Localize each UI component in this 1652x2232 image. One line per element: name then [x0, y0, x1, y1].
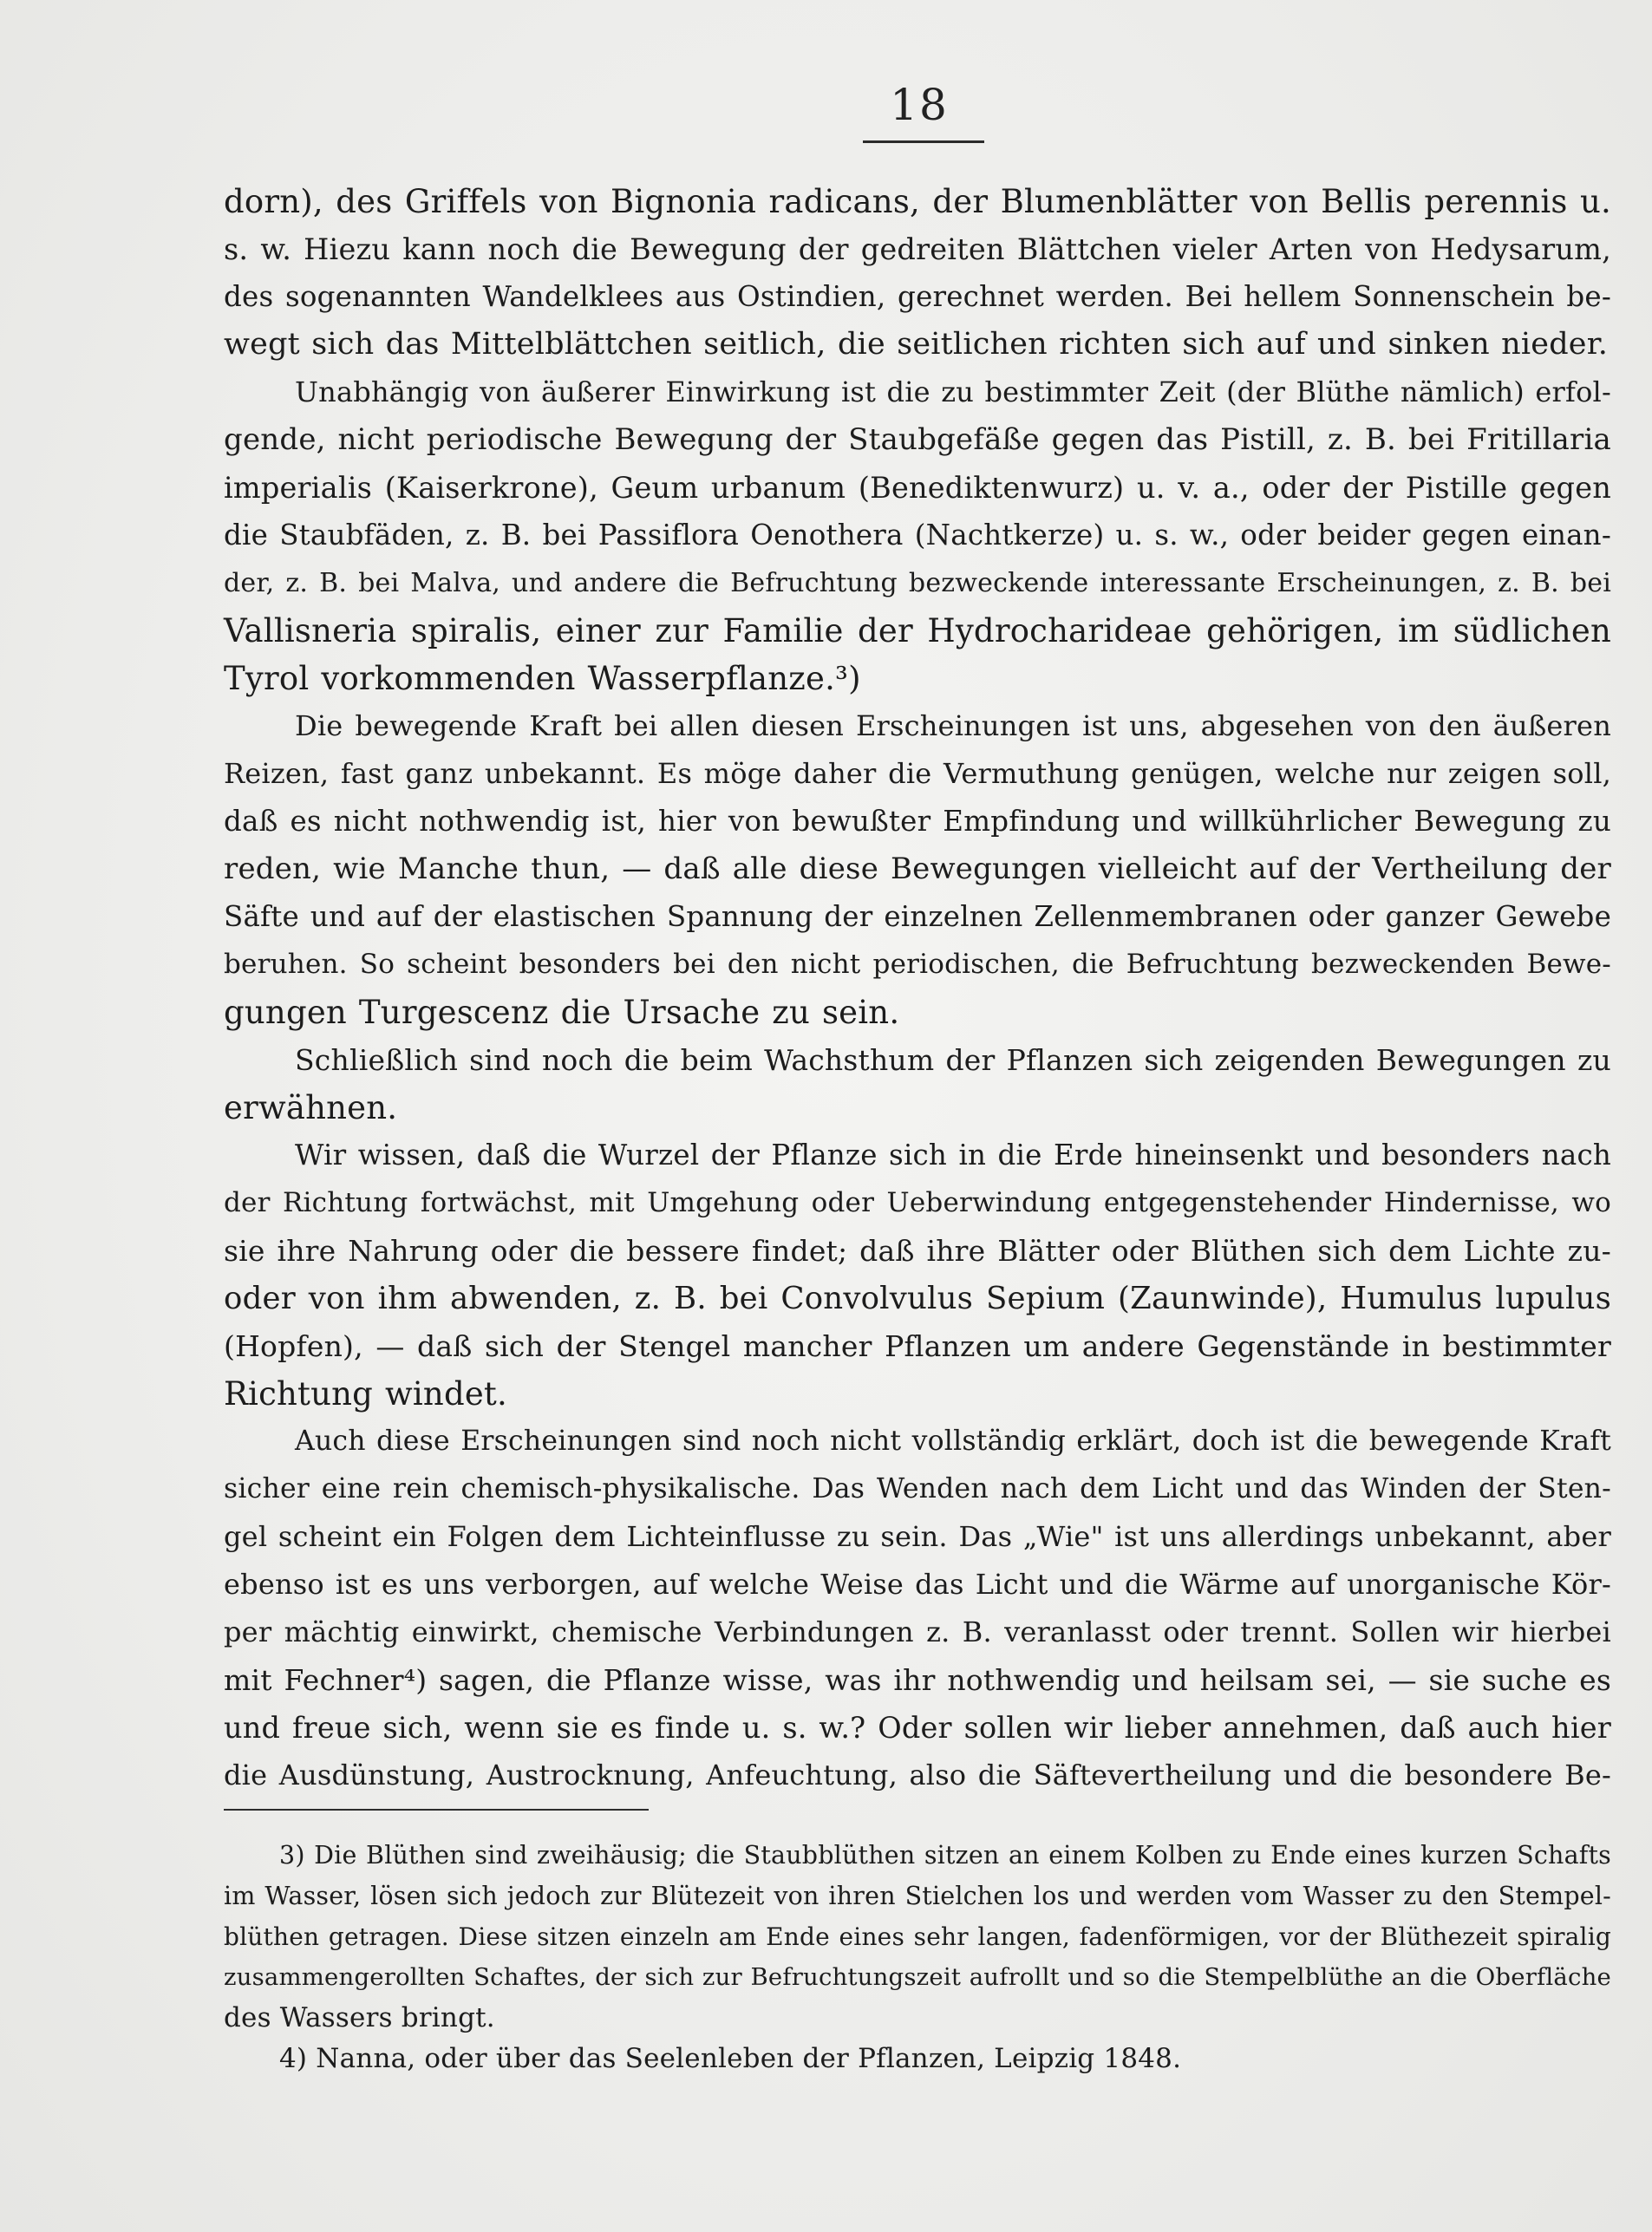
footnotes — [224, 1835, 1611, 2079]
text-line: Wir wissen, daß die Wurzel der Pflanze sich in die Erde hineinsenkt und besonders nach — [295, 1139, 1611, 1171]
text-line: Richtung windet. — [224, 1375, 507, 1413]
text-line: beruhen. So scheint besonders bei den nicht periodischen, die Befruchtung bezweckenden Bewe- — [224, 949, 1611, 980]
text-line: Reizen, fast ganz unbekannt. Es möge daher die Vermuthung genügen, welche nur zeigen soll, — [224, 757, 1611, 790]
text-line: gungen Turgescenz die Ursache zu sein. — [224, 994, 900, 1031]
text-line: und freue sich, wenn sie es finde u. s. w.? Oder sollen wir lieber annehmen, daß auch hier — [224, 1711, 1611, 1745]
text-line: Vallisneria spiralis, einer zur Familie der Hydrocharideae gehörigen, im südlichen — [224, 612, 1611, 649]
text-line: daß es nicht nothwendig ist, hier von bewußter Empfindung und willkührlicher Bewegung zu — [224, 805, 1611, 838]
text-line: erwähnen. — [224, 1089, 398, 1126]
body-text — [224, 178, 1611, 1799]
page-number: 18 — [890, 80, 949, 130]
text-line: imperialis (Kaiserkrone), Geum urbanum (Benediktenwurz) u. v. a., oder der Pistille gegen — [224, 471, 1611, 505]
text-line: reden, wie Manche thun, — daß alle diese Bewegungen vielleicht auf der Vertheilung der — [224, 852, 1611, 886]
text-line: Schließlich sind noch die beim Wachsthum der Pflanzen sich zeigenden Bewegungen zu — [295, 1043, 1611, 1077]
text-line: Die bewegende Kraft bei allen diesen Erscheinungen ist uns, abgesehen von den äußeren — [295, 709, 1611, 742]
text-line: per mächtig einwirkt, chemische Verbindungen z. B. veranlasst oder trennt. Sollen wir hierbei — [224, 1615, 1611, 1648]
text-line: die Ausdünstung, Austrocknung, Anfeuchtung, also die Säftevertheilung und die besondere Be- — [224, 1759, 1611, 1791]
text-line: wegt sich das Mittelblättchen seitlich, die seitlichen richten sich auf und sinken nieder. — [224, 327, 1609, 362]
text-line: Säfte und auf der elastischen Spannung der einzelnen Zellenmembranen oder ganzer Gewebe — [224, 900, 1611, 933]
footnote-line: zusammengerollten Schaftes, der sich zur Befruchtungszeit aufrollt und so die Stempelblüthe an die Oberfläche — [224, 1963, 1611, 1991]
text-line: gel scheint ein Folgen dem Lichteinflusse zu sein. Das „Wie" ist uns allerdings unbekannt, aber — [224, 1520, 1611, 1553]
text-line: gende, nicht periodische Bewegung der Staubgefäße gegen das Pistill, z. B. bei Fritillaria — [224, 422, 1611, 457]
footnote-line: im Wasser, lösen sich jedoch zur Blütezeit von ihren Stielchen los und werden vom Wasser zu den Stempel- — [224, 1882, 1611, 1910]
text-line: sie ihre Nahrung oder die bessere findet; daß ihre Blätter oder Blüthen sich dem Lichte zu- — [224, 1234, 1611, 1268]
page-number-rule — [863, 140, 984, 143]
text-line: s. w. Hiezu kann noch die Bewegung der gedreiten Blättchen vieler Arten von Hedysarum, — [224, 232, 1611, 266]
text-line: des sogenannten Wandelklees aus Ostindien, gerechnet werden. Bei hellem Sonnenschein be- — [224, 280, 1611, 313]
text-line: der Richtung fortwächst, mit Umgehung oder Ueberwindung entgegenstehender Hindernisse, wo — [224, 1187, 1611, 1218]
text-line: der, z. B. bei Malva, und andere die Befruchtung bezweckende interessante Erscheinungen, z. B. bei — [224, 568, 1611, 598]
text-line: oder von ihm abwenden, z. B. bei Convolvulus Sepium (Zaunwinde), Humulus lupulus — [224, 1281, 1611, 1316]
text-line: sicher eine rein chemisch-physikalische. Das Wenden nach dem Licht und das Winden der Sten- — [224, 1473, 1611, 1504]
footnote-line: 4) Nanna, oder über das Seelenleben der Pflanzen, Leipzig 1848. — [279, 2043, 1182, 2074]
text-line: Tyrol vorkommenden Wasserpflanze.³) — [224, 660, 861, 697]
text-line: die Staubfäden, z. B. bei Passiflora Oenothera (Nachtkerze) u. s. w., oder beider gegen einan- — [224, 519, 1611, 551]
footnote-rule — [224, 1809, 649, 1811]
text-line: Auch diese Erscheinungen sind noch nicht vollständig erklärt, doch ist die bewegende Kraft — [295, 1426, 1611, 1457]
text-line: Unabhängig von äußerer Einwirkung ist die zu bestimmter Zeit (der Blüthe nämlich) erfol- — [295, 375, 1611, 408]
text-line: dorn), des Griffels von Bignonia radicans, der Blumenblätter von Bellis perennis u. — [224, 183, 1611, 220]
text-line: mit Fechner⁴) sagen, die Pflanze wisse, was ihr nothwendig und heilsam sei, — sie suche es — [224, 1663, 1611, 1697]
footnote-line: 3) Die Blüthen sind zweihäusig; die Staubblüthen sitzen an einem Kolben zu Ende eines kurzen Schafts — [279, 1841, 1611, 1870]
footnote-line: des Wassers bringt. — [224, 2002, 495, 2033]
footnote-line: blüthen getragen. Diese sitzen einzeln am Ende eines sehr langen, fadenförmigen, vor der Blüthezeit spiralig — [224, 1922, 1611, 1951]
text-line: ebenso ist es uns verborgen, auf welche Weise das Licht und die Wärme auf unorganische Kör- — [224, 1568, 1611, 1601]
text-line: (Hopfen), — daß sich der Stengel mancher Pflanzen um andere Gegenstände in bestimmter — [224, 1329, 1611, 1363]
